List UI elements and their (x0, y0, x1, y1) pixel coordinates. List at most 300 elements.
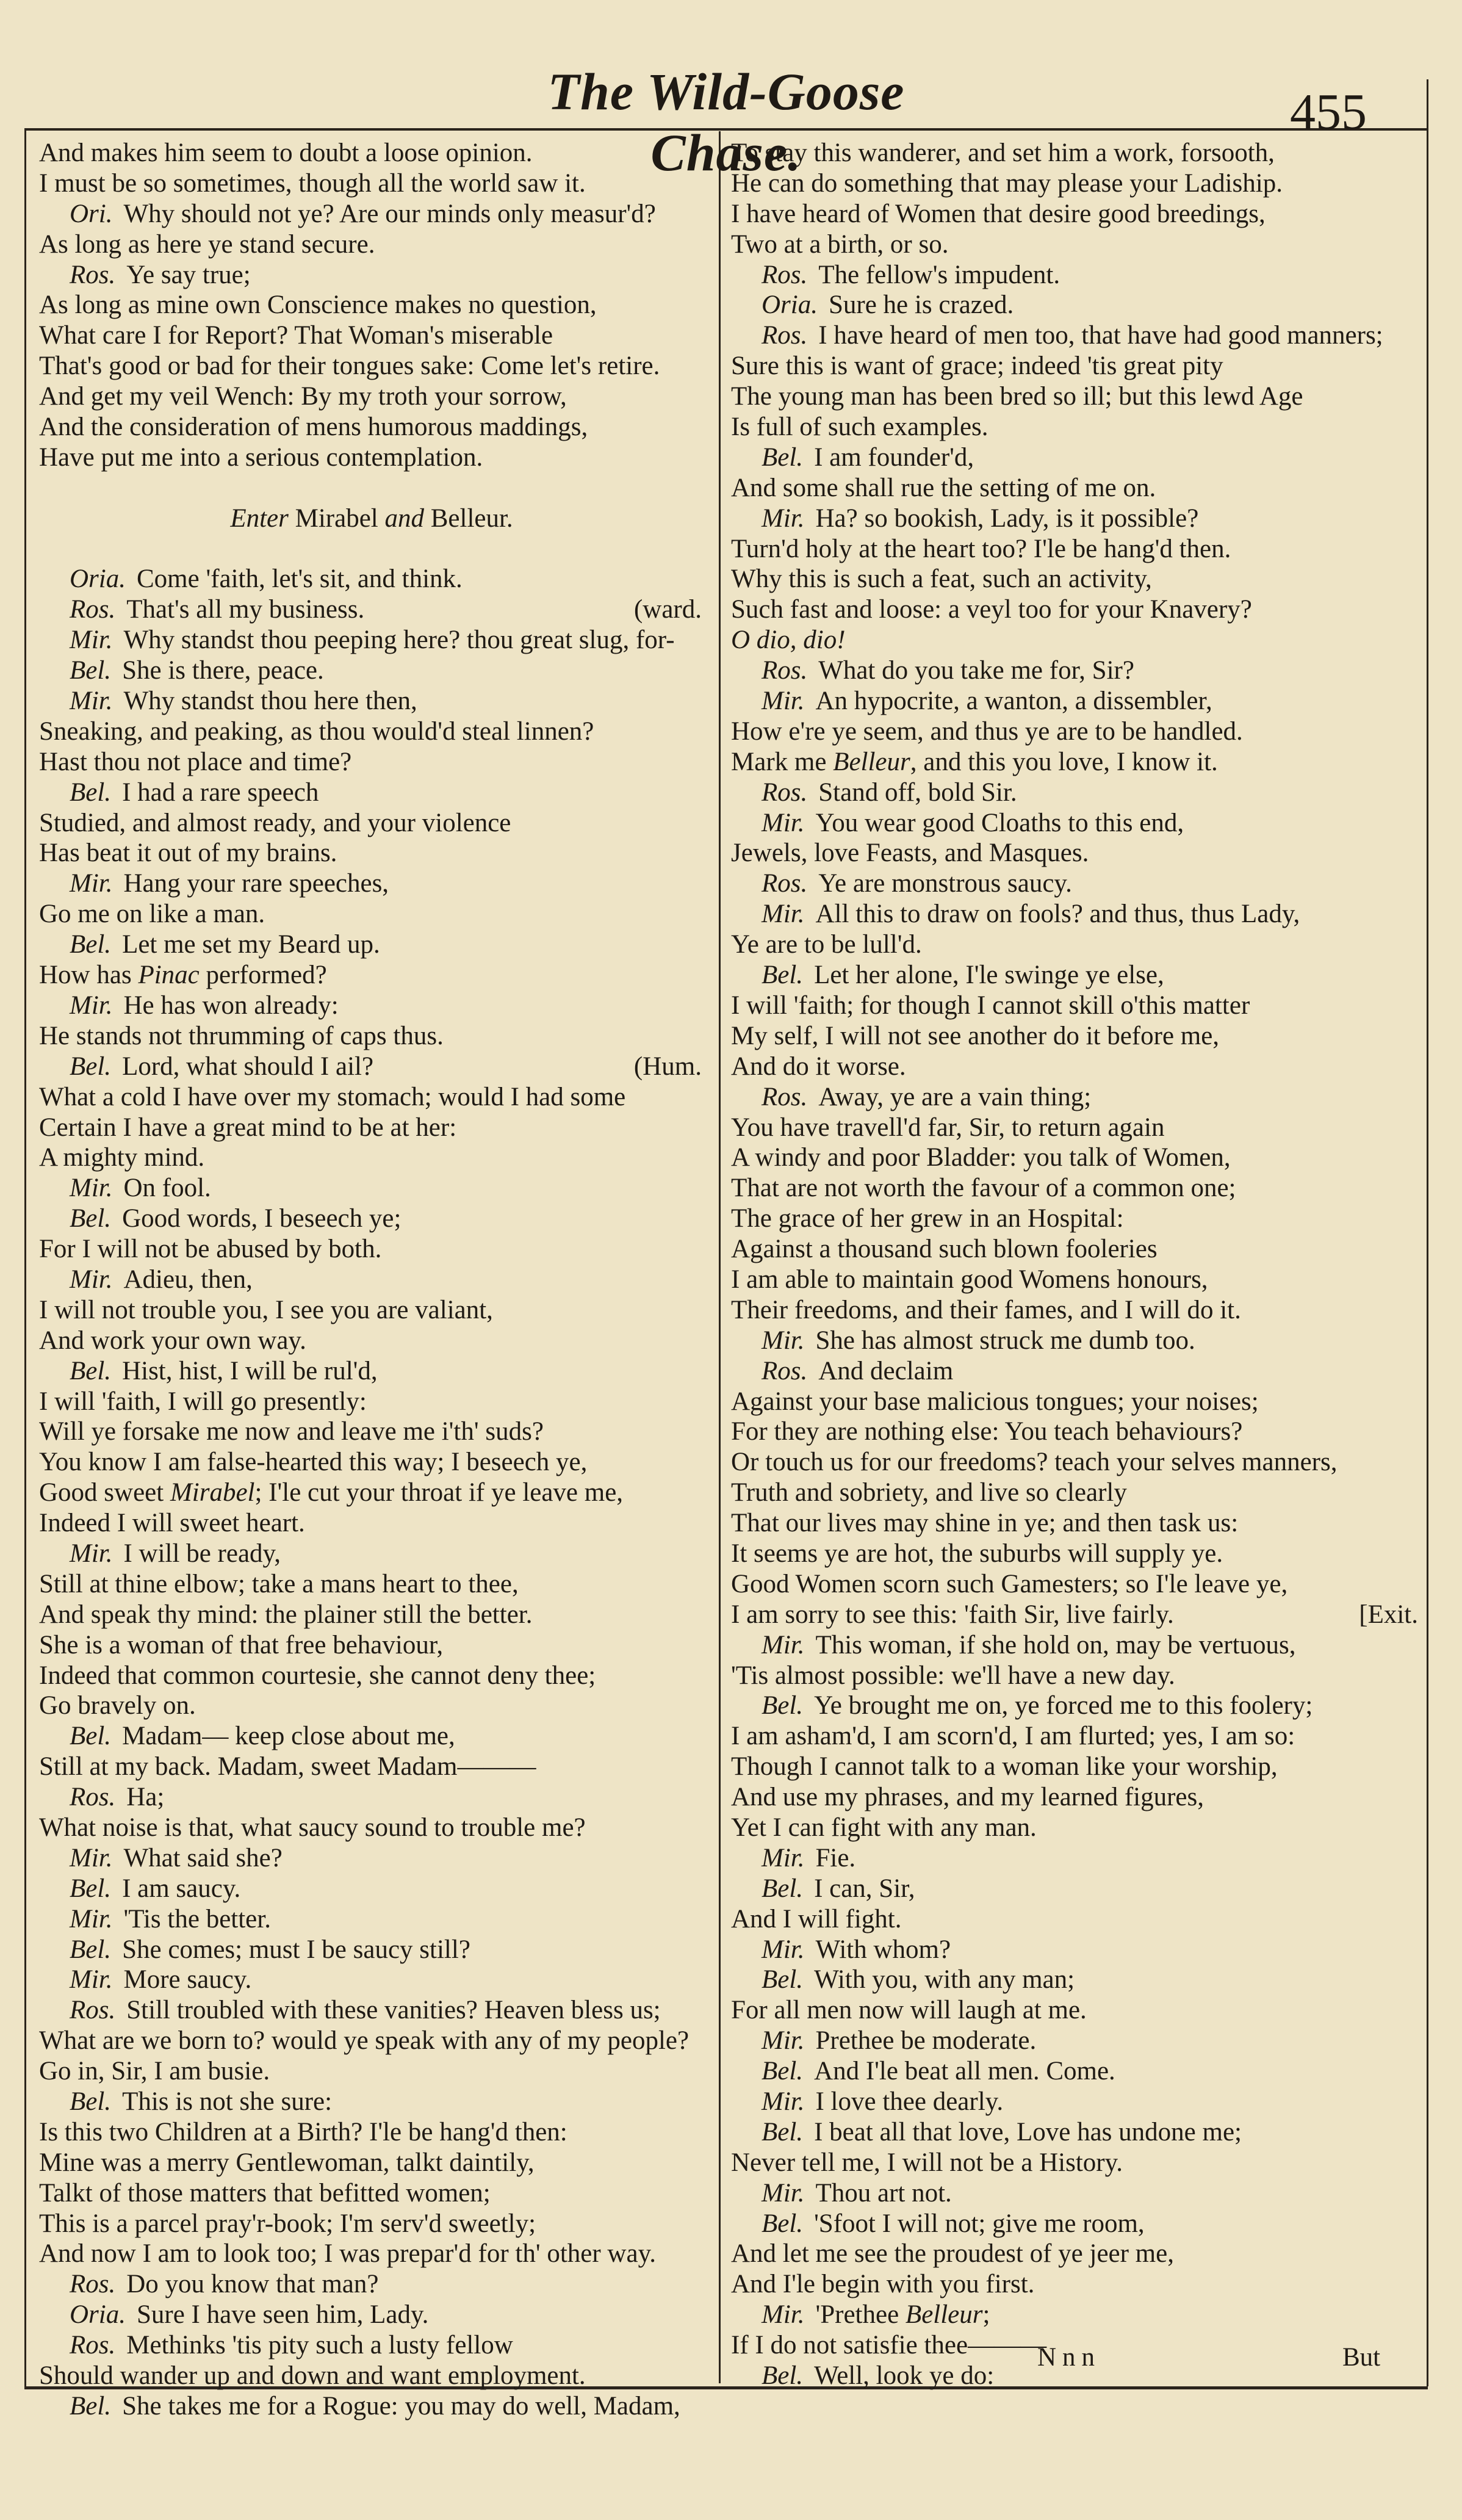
verse-line (731, 564, 1421, 594)
verse-line (731, 473, 1421, 504)
line-text: Still at my back. Madam, sweet Madam——— (39, 1752, 536, 1782)
verse-line (39, 1326, 704, 1356)
line-text: This is a parcel pray'r-book; I'm serv'd sweetly; (39, 2209, 536, 2238)
line-text: What said she? (123, 1843, 283, 1872)
verse-line (39, 290, 704, 320)
verse-line (731, 1234, 1421, 1265)
line-text: Will ye forsake me now and leave me i'th' suds? (39, 1417, 544, 1446)
verse-line (731, 1326, 1421, 1356)
speaker-name: Bel. (762, 1874, 804, 1903)
verse-line (39, 2209, 704, 2239)
line-text: Go bravely on. (39, 1691, 196, 1720)
verse-line (731, 138, 1421, 168)
line-text: Why standst thou here then, (123, 687, 417, 716)
speaker-name: Bel. (762, 442, 804, 472)
verse-line (39, 229, 704, 260)
speaker-name: Oria. (762, 291, 818, 320)
verse-line (39, 2239, 704, 2269)
verse-line (39, 1569, 704, 1600)
verse-line (39, 1843, 704, 1874)
line-text: Have put me into a serious contemplation. (39, 442, 483, 472)
verse-line (731, 1173, 1421, 1204)
line-text: Good sweet (39, 1478, 164, 1507)
line-text: Lord, what should I ail? (122, 1052, 374, 1081)
speaker-name: Mir. (762, 1843, 805, 1872)
italic-text: Belleur (833, 747, 910, 776)
speaker-name: Bel. (70, 1874, 112, 1903)
line-text: Come 'faith, let's sit, and think. (136, 565, 463, 594)
verse-line (39, 1600, 704, 1630)
speaker-name: Oria. (70, 565, 126, 594)
verse-line (39, 1447, 704, 1478)
line-text: Stand off, bold Sir. (818, 778, 1017, 807)
verse-line (39, 1234, 704, 1265)
line-text: With whom? (815, 1935, 951, 1964)
verse-line (731, 1752, 1421, 1782)
verse-line (731, 351, 1421, 381)
line-text: I am asham'd, I am scorn'd, I am flurted; yes, I am so: (731, 1722, 1295, 1751)
speaker-name: Ros. (762, 260, 808, 289)
verse-line (731, 1995, 1421, 2026)
blank-line (39, 534, 704, 565)
verse-line (39, 655, 704, 686)
column-divider-rule (719, 131, 721, 2383)
line-text: How has (39, 961, 132, 990)
line-text: Ye brought me on, ye forced me to this foolery; (814, 1691, 1313, 1720)
line-text: Such fast and loose: a veyl too for your Knavery? (731, 595, 1252, 624)
speaker-name: Mir. (70, 1539, 113, 1568)
verse-line (39, 747, 704, 778)
line-text: He has won already: (123, 991, 339, 1020)
line-text-continued: performed? (206, 961, 327, 990)
line-text: You have travell'd far, Sir, to return again (731, 1113, 1165, 1142)
speaker-name: Bel. (762, 1965, 804, 1995)
line-text: Adieu, then, (123, 1265, 253, 1294)
line-text: Go me on like a man. (39, 900, 265, 929)
line-text: Let me set my Beard up. (122, 930, 380, 959)
verse-line (39, 1508, 704, 1539)
speaker-name: Mir. (762, 687, 805, 716)
speaker-name: Mir. (762, 1326, 805, 1355)
speaker-name: Mir. (762, 504, 805, 533)
verse-line (39, 686, 704, 717)
verse-line (39, 838, 704, 868)
stage-direction (39, 504, 704, 534)
character-name: Mirabel (295, 504, 378, 533)
verse-line (731, 320, 1421, 351)
verse-line (731, 290, 1421, 320)
line-text: The fellow's impudent. (818, 260, 1060, 289)
verse-line (731, 1569, 1421, 1600)
line-text: Is full of such examples. (731, 413, 988, 442)
line-text: Sure he is crazed. (828, 291, 1014, 320)
line-text: I love thee dearly. (815, 2087, 1004, 2116)
line-text: Their freedoms, and their fames, and I will do it. (731, 1295, 1241, 1324)
line-text: Why standst thou peeping here? thou great slug, for- (123, 626, 675, 655)
italic-text: Pinac (138, 961, 200, 990)
verse-line (731, 1508, 1421, 1539)
verse-line (731, 686, 1421, 717)
speaker-name: Mir. (762, 2087, 805, 2116)
line-text: Against your base malicious tongues; your noises; (731, 1387, 1259, 1416)
verse-line (39, 2269, 704, 2300)
line-text-continued: ; I'le cut your throat if ye leave me, (254, 1478, 624, 1507)
speaker-name: Mir. (70, 991, 113, 1020)
line-text: And speak thy mind: the plainer still the better. (39, 1600, 533, 1629)
verse-line (731, 412, 1421, 442)
line-text: Against a thousand such blown fooleries (731, 1235, 1158, 1264)
line-text: That are not worth the favour of a common one; (731, 1174, 1236, 1203)
line-text: I am founder'd, (814, 442, 974, 472)
verse-line (39, 1935, 704, 1965)
verse-line (39, 1965, 704, 1995)
line-text: The young man has been bred so ill; but this lewd Age (731, 382, 1303, 411)
line-text: This woman, if she hold on, may be vertuous, (815, 1630, 1296, 1659)
verse-line (731, 199, 1421, 229)
line-text: If I do not satisfie thee——— (731, 2331, 1047, 2360)
verse-line (731, 2148, 1421, 2178)
speaker-name: Bel. (70, 930, 112, 959)
speaker-name: Mir. (70, 1965, 113, 1995)
speaker-name: Mir. (762, 2300, 805, 2330)
line-text: Turn'd holy at the heart too? I'le be hang'd then. (731, 534, 1231, 563)
verse-line (731, 717, 1421, 747)
blank-line (39, 473, 704, 504)
line-text: I am sorry to see this: 'faith Sir, live fairly. (731, 1600, 1174, 1629)
speaker-name: Mir. (762, 1935, 805, 1964)
line-text: Talkt of those matters that befitted women; (39, 2178, 491, 2208)
verse-line (731, 1113, 1421, 1143)
line-text: Thou art not. (815, 2178, 952, 2208)
catchword: But (1342, 2343, 1381, 2372)
speaker-name: Mir. (70, 626, 113, 655)
verse-line (731, 838, 1421, 868)
verse-line (731, 991, 1421, 1021)
line-text: Or touch us for our freedoms? teach your selves manners, (731, 1448, 1338, 1477)
line-text: All this to draw on fools? and thus, thus Lady, (815, 900, 1300, 929)
verse-line (731, 1539, 1421, 1569)
line-text: He can do something that may please your Ladiship. (731, 168, 1283, 198)
line-text: And the consideration of mens humorous maddings, (39, 413, 588, 442)
line-text: Ye are monstrous saucy. (818, 869, 1072, 898)
line-text: Is this two Children at a Birth? I'le be hang'd then: (39, 2117, 567, 2146)
speaker-name: Bel. (762, 2057, 804, 2086)
speaker-name: Mir. (762, 808, 805, 837)
verse-line (731, 260, 1421, 291)
line-text: And I'le beat all men. Come. (814, 2057, 1115, 2086)
line-text: Sneaking, and peaking, as thou would'd steal linnen? (39, 717, 594, 746)
line-text: How e're ye seem, and thus ye are to be handled. (731, 717, 1243, 746)
line-text: And get my veil Wench: By my troth your sorrow, (39, 382, 567, 411)
speaker-name: Ros. (762, 778, 808, 807)
italic-text: O dio, dio! (731, 626, 846, 655)
verse-line (39, 412, 704, 442)
line-text: And some shall rue the setting of me on. (731, 473, 1156, 502)
left-text-column (39, 138, 704, 2422)
verse-line (731, 229, 1421, 260)
line-text: As long as here ye stand secure. (39, 229, 375, 259)
line-text: Yet I can fight with any man. (731, 1813, 1037, 1842)
line-text: Why this is such a feat, such an activity, (731, 565, 1152, 594)
line-text: Ha? so bookish, Lady, is it possible? (815, 504, 1199, 533)
verse-line (39, 1630, 704, 1661)
line-text: Certain I have a great mind to be at her: (39, 1113, 457, 1142)
verse-line (39, 2117, 704, 2148)
line-text: More saucy. (123, 1965, 252, 1995)
verse-line (39, 1721, 704, 1752)
verse-line (39, 1204, 704, 1234)
verse-line (39, 1387, 704, 1417)
stage-aside: (Hum. (633, 1052, 702, 1081)
speaker-name: Mir. (70, 1265, 113, 1294)
line-text: 'Tis almost possible: we'll have a new day. (731, 1661, 1175, 1690)
line-text: This is not she sure: (122, 2087, 333, 2116)
speaker-name: Mir. (70, 687, 113, 716)
verse-line (39, 138, 704, 168)
verse-line (731, 747, 1421, 778)
line-text: And use my phrases, and my learned figures, (731, 1783, 1204, 1812)
character-name: Belleur. (430, 504, 513, 533)
verse-line (39, 1752, 704, 1782)
line-text: Studied, and almost ready, and your violence (39, 808, 511, 837)
verse-line (731, 1935, 1421, 1965)
verse-line (39, 2148, 704, 2178)
line-text: I had a rare speech (122, 778, 319, 807)
line-text-continued: ; (982, 2300, 990, 2330)
line-text: Prethee be moderate. (815, 2026, 1037, 2056)
speaker-name: Ros. (762, 656, 808, 685)
verse-line (39, 1874, 704, 1904)
verse-line (39, 1113, 704, 1143)
speaker-name: Bel. (762, 2209, 804, 2238)
verse-line (39, 1021, 704, 1052)
line-text: I beat all that love, Love has undone me; (814, 2117, 1242, 2146)
speaker-name: Ros. (70, 595, 116, 624)
verse-line (39, 1813, 704, 1843)
right-text-column (731, 138, 1421, 2391)
speaker-name: Bel. (70, 1356, 112, 1385)
verse-line (731, 1661, 1421, 1691)
verse-line (39, 1082, 704, 1113)
verse-line (39, 808, 704, 839)
verse-line (731, 2269, 1421, 2300)
stage-word: Enter (230, 504, 289, 533)
verse-line (731, 1721, 1421, 1752)
verse-line (731, 2026, 1421, 2056)
speaker-name: Bel. (70, 656, 112, 685)
verse-line (731, 1782, 1421, 1813)
verse-line (39, 778, 704, 808)
verse-line (731, 1965, 1421, 1995)
speaker-name: Bel. (70, 1722, 112, 1751)
verse-line (731, 1052, 1421, 1082)
line-text: I will be ready, (123, 1539, 281, 1568)
verse-line (39, 1417, 704, 1447)
verse-line (39, 625, 704, 655)
speaker-name: Ros. (762, 869, 808, 898)
verse-line (731, 1447, 1421, 1478)
speaker-name: Mir. (70, 869, 113, 898)
verse-line (731, 1265, 1421, 1295)
verse-line (39, 991, 704, 1021)
line-text: For all men now will laugh at me. (731, 1996, 1087, 2025)
line-text: My self, I will not see another do it before me, (731, 1021, 1220, 1050)
verse-line (39, 1995, 704, 2026)
speaker-name: Mir. (762, 1630, 805, 1659)
verse-line (731, 1600, 1421, 1630)
line-text: Sure I have seen him, Lady. (136, 2300, 429, 2330)
stage-aside: [Exit. (1359, 1600, 1418, 1629)
line-text: Go in, Sir, I am busie. (39, 2057, 270, 2086)
line-text: I have heard of men too, that have had good manners; (818, 321, 1383, 350)
verse-line (39, 1782, 704, 1813)
line-text: The grace of her grew in an Hospital: (731, 1204, 1124, 1233)
line-text: To stay this wanderer, and set him a work, forsooth, (731, 139, 1275, 167)
left-border-rule (24, 128, 26, 2386)
speaker-name: Mir. (70, 1174, 113, 1203)
verse-line (731, 534, 1421, 565)
verse-line (731, 1021, 1421, 1052)
verse-line (731, 1387, 1421, 1417)
verse-line (39, 1478, 704, 1508)
speaker-name: Mir. (762, 2178, 805, 2208)
line-text: I will 'faith; for though I cannot skill o'this matter (731, 991, 1250, 1020)
line-text: On fool. (123, 1174, 211, 1203)
running-title: The Wild-Goose Chase. (547, 62, 905, 182)
line-text: Hast thou not place and time? (39, 747, 352, 776)
line-text: I have heard of Women that desire good breedings, (731, 199, 1266, 228)
line-text: And let me see the proudest of ye jeer me, (731, 2239, 1174, 2269)
verse-line (731, 2300, 1421, 2330)
line-text: Jewels, love Feasts, and Masques. (731, 839, 1089, 868)
verse-line (731, 2209, 1421, 2239)
speaker-name: Bel. (762, 961, 804, 990)
line-text-continued: , and this you love, I know it. (910, 747, 1218, 776)
verse-line (39, 2300, 704, 2330)
line-text: She is there, peace. (122, 656, 324, 685)
line-text: A windy and poor Bladder: you talk of Women, (731, 1143, 1231, 1172)
line-text: That's all my business. (126, 595, 365, 624)
line-text: With you, with any man; (814, 1965, 1075, 1995)
line-text: Mine was a merry Gentlewoman, talkt daintily, (39, 2148, 535, 2177)
line-text: Fie. (815, 1843, 856, 1872)
line-text: What do you take me for, Sir? (818, 656, 1134, 685)
line-text: Ye are to be lull'd. (731, 930, 922, 959)
line-text: A mighty mind. (39, 1143, 205, 1172)
verse-line (39, 717, 704, 747)
speaker-name: Ros. (70, 260, 116, 289)
line-text: I must be so sometimes, though all the world saw it. (39, 168, 586, 198)
line-text: She has almost struck me dumb too. (815, 1326, 1195, 1355)
line-text: Good words, I beseech ye; (122, 1204, 402, 1233)
line-text: Mark me (731, 747, 827, 776)
line-text: I am able to maintain good Womens honours, (731, 1265, 1208, 1294)
verse-line (39, 1173, 704, 1204)
verse-line (731, 1204, 1421, 1234)
verse-line (39, 1295, 704, 1326)
line-text: Still at thine elbow; take a mans heart to thee, (39, 1569, 519, 1598)
verse-line (39, 1143, 704, 1173)
speaker-name: Ros. (762, 321, 808, 350)
speaker-name: Ros. (762, 1082, 808, 1111)
line-text: And I'le begin with you first. (731, 2270, 1035, 2299)
speaker-name: Bel. (70, 1052, 112, 1081)
verse-line (731, 655, 1421, 686)
line-text: She takes me for a Rogue: you may do well, Madam, (122, 2391, 680, 2421)
verse-line (731, 1843, 1421, 1874)
verse-line (731, 868, 1421, 899)
line-text: I can, Sir, (814, 1874, 915, 1903)
line-text: That our lives may shine in ye; and then task us: (731, 1509, 1239, 1538)
line-text: For I will not be abused by both. (39, 1235, 382, 1264)
italic-text: Belleur (905, 2300, 983, 2330)
verse-line (39, 2056, 704, 2087)
speaker-name: Bel. (762, 2117, 804, 2146)
verse-line (731, 2117, 1421, 2148)
speaker-name: Ros. (70, 2270, 116, 2299)
line-text: And makes him seem to doubt a loose opinion. (39, 139, 533, 167)
verse-line (39, 260, 704, 291)
line-text: That's good or bad for their tongues sake: Come let's retire. (39, 352, 660, 381)
line-text: Still troubled with these vanities? Heaven bless us; (126, 1996, 661, 2025)
line-text: She comes; must I be saucy still? (122, 1935, 470, 1964)
verse-line (731, 594, 1421, 625)
speaker-name: Ori. (70, 199, 113, 228)
verse-line (731, 808, 1421, 839)
line-text: Let her alone, I'le swinge ye else, (814, 961, 1164, 990)
line-text: You wear good Cloaths to this end, (815, 808, 1184, 837)
stage-word: and (384, 504, 424, 533)
line-text: You know I am false-hearted this way; I beseech ye, (39, 1448, 588, 1477)
line-text: Why should not ye? Are our minds only measur'd? (123, 199, 656, 228)
verse-line (39, 564, 704, 594)
verse-line (731, 168, 1421, 199)
speaker-name: Bel. (762, 1691, 804, 1720)
verse-line (731, 1478, 1421, 1508)
line-text: Hist, hist, I will be rul'd, (122, 1356, 378, 1385)
verse-line (731, 2087, 1421, 2117)
line-text: Hang your rare speeches, (123, 869, 389, 898)
page-number: 455 (1290, 84, 1367, 140)
speaker-name: Mir. (762, 900, 805, 929)
verse-line (39, 2330, 704, 2361)
line-text: Has beat it out of my brains. (39, 839, 337, 868)
verse-line (39, 381, 704, 412)
line-text: It seems ye are hot, the suburbs will supply ye. (731, 1539, 1223, 1568)
speaker-name: Mir. (70, 1904, 113, 1933)
verse-line (731, 625, 1421, 655)
verse-line (731, 2178, 1421, 2209)
verse-line (39, 1661, 704, 1691)
line-text: 'Tis the better. (123, 1904, 271, 1933)
verse-line (39, 320, 704, 351)
verse-line (731, 1082, 1421, 1113)
speaker-name: Ros. (70, 1783, 116, 1812)
italic-text: Mirabel (170, 1478, 255, 1507)
speaker-name: Ros. (762, 1356, 808, 1385)
line-text: And do it worse. (731, 1052, 906, 1081)
verse-line (39, 351, 704, 381)
signature-mark: Nnn (1037, 2343, 1101, 2372)
line-text: And now I am to look too; I was prepar'd for th' other way. (39, 2239, 657, 2269)
line-text: What noise is that, what saucy sound to trouble me? (39, 1813, 586, 1842)
verse-line (731, 1295, 1421, 1326)
line-text: Madam— keep close about me, (122, 1722, 455, 1751)
verse-line (731, 442, 1421, 473)
line-text: As long as mine own Conscience makes no question, (39, 291, 597, 320)
verse-line (731, 381, 1421, 412)
speaker-name: Oria. (70, 2300, 126, 2330)
